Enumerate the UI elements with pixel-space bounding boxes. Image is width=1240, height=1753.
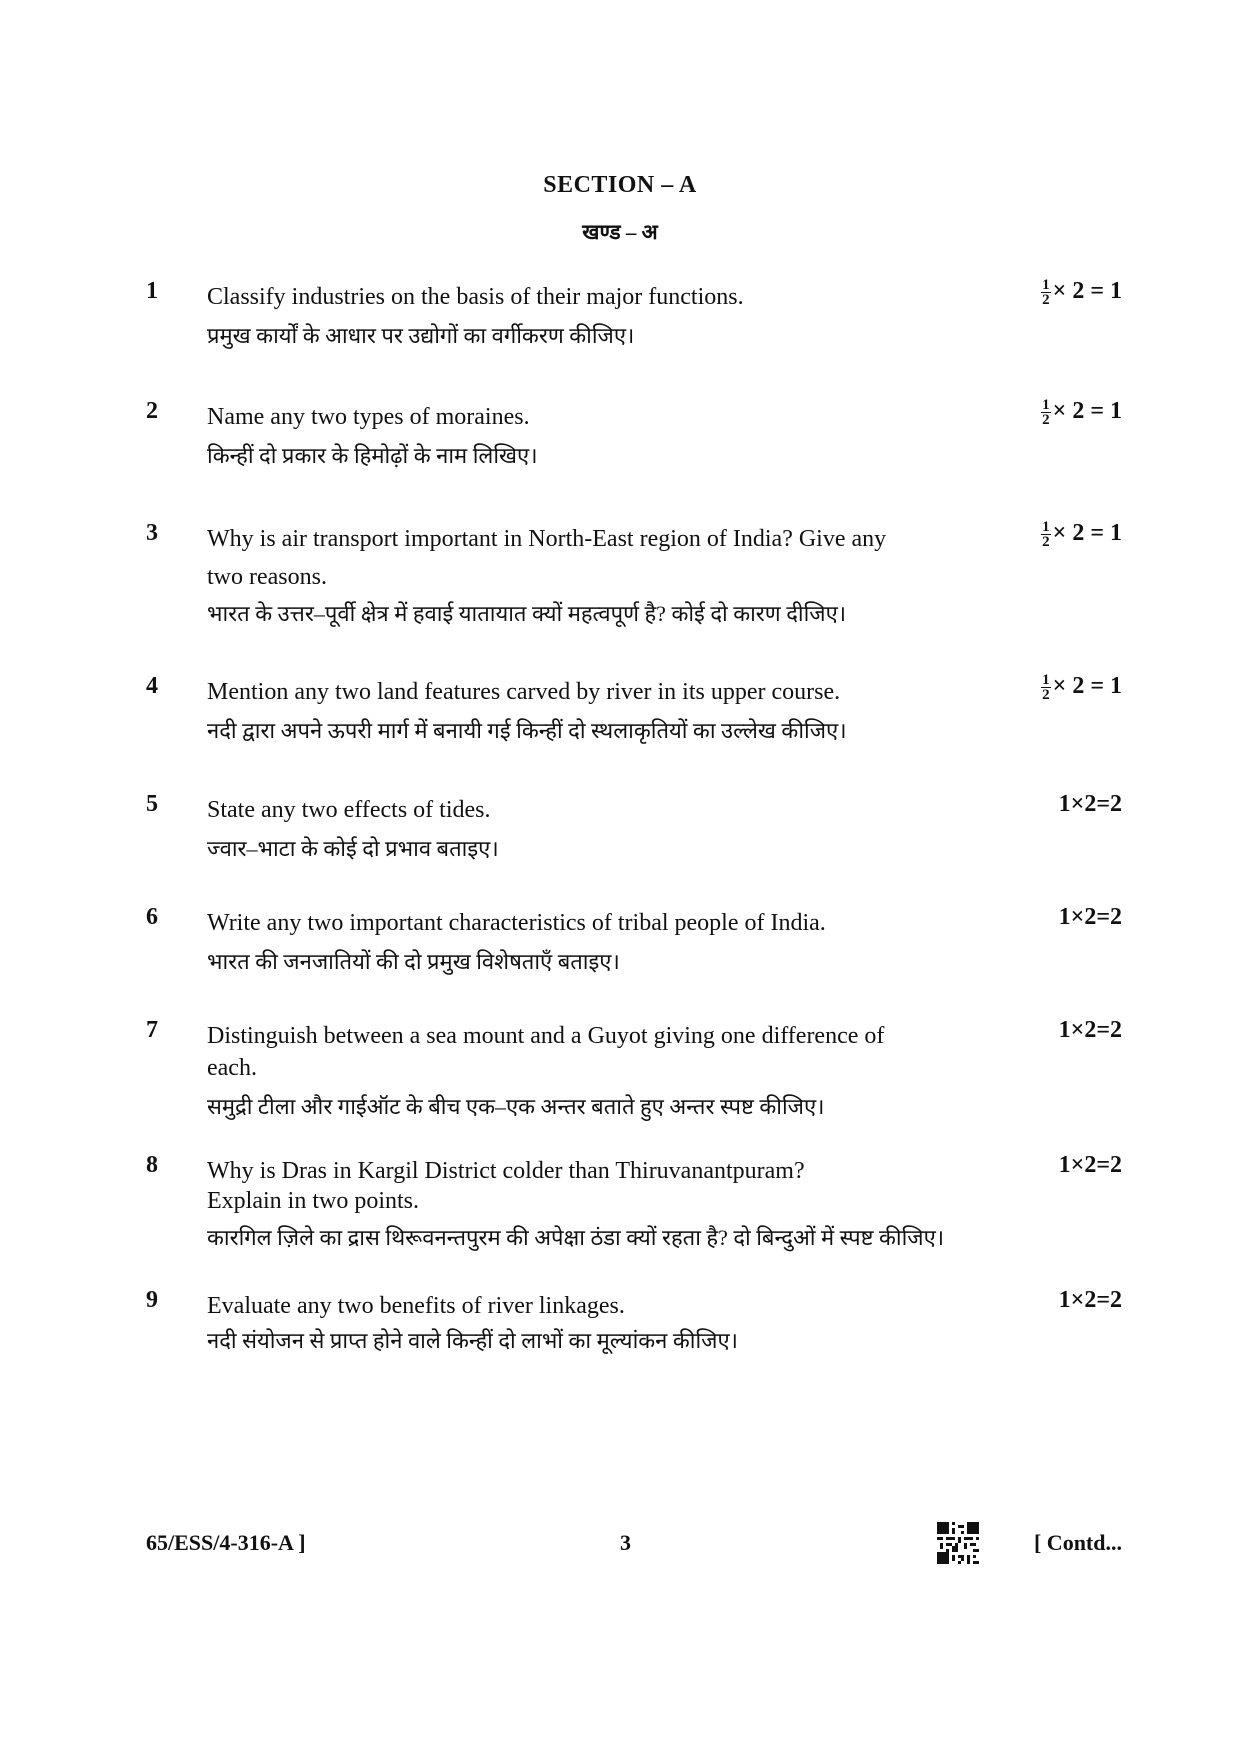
section-heading: SECTION – A <box>543 172 697 198</box>
question-marks: $\frac{1}{2}$ × 2 = 1 <box>1042 277 1122 308</box>
question-marks: $\frac{1}{2}$ × 2 = 1 <box>1042 397 1122 428</box>
question-number: 7 <box>146 1017 158 1043</box>
question-number: 1 <box>146 278 158 304</box>
page-footer <box>0 1530 1240 1570</box>
question-text-hindi: प्रमुख कार्यों के आधार पर उद्योगों का वर्गीकरण कीजिए। <box>207 323 635 348</box>
fraction-half: $\frac{1}{2}$ <box>1042 672 1050 703</box>
question-marks: $\frac{1}{2}$ × 2 = 1 <box>1042 672 1122 703</box>
question-text-hindi: भारत के उत्तर–पूर्वी क्षेत्र में हवाई यातायात क्यों महत्वपूर्ण है? कोई दो कारण दीजिए। <box>207 601 847 626</box>
question-number: 3 <box>146 520 158 546</box>
question-text-english: Classify industries on the basis of their major functions. <box>207 284 744 310</box>
question-marks: $\frac{1}{2}$ × 2 = 1 <box>1042 519 1122 550</box>
question-text-english: State any two effects of tides. <box>207 797 491 823</box>
question-text-english: Mention any two land features carved by river in its upper course. <box>207 679 841 705</box>
section-subheading: खण्ड – अ <box>582 220 658 244</box>
question-number: 9 <box>146 1287 158 1313</box>
question-text-hindi: समुद्री टीला और गाईऑट के बीच एक–एक अन्तर बताते हुए अन्तर स्पष्ट कीजिए। <box>207 1094 825 1119</box>
paper-code: 65/ESS/4-316-A ] <box>146 1530 306 1555</box>
question-text-hindi: कारगिल ज़िले का द्रास थिरूवनन्तपुरम की अपेक्षा ठंडा क्यों रहता है? दो बिन्दुओं में स्पष्ट कीजिए। <box>207 1225 945 1250</box>
question-marks: 1×2=2 <box>1058 904 1122 930</box>
question-number: 4 <box>146 673 158 699</box>
question-number: 8 <box>146 1152 158 1178</box>
question-text-hindi: किन्हीं दो प्रकार के हिमोढ़ों के नाम लिखिए। <box>207 443 538 468</box>
fraction-half: $\frac{1}{2}$ <box>1042 519 1050 550</box>
question-text-hindi: ज्वार–भाटा के कोई दो प्रभाव बताइए। <box>207 836 499 861</box>
fraction-half: $\frac{1}{2}$ <box>1042 397 1050 428</box>
qr-code-icon <box>937 1522 979 1564</box>
question-number: 2 <box>146 398 158 424</box>
fraction-half: $\frac{1}{2}$ <box>1042 277 1050 308</box>
question-marks: 1×2=2 <box>1058 1287 1122 1313</box>
question-text-english: Evaluate any two benefits of river linkages. <box>207 1293 625 1319</box>
question-text-hindi: नदी संयोजन से प्राप्त होने वाले किन्हीं दो लाभों का मूल्यांकन कीजिए। <box>207 1328 738 1353</box>
question-text-english-continued: two reasons. <box>207 564 327 590</box>
question-number: 5 <box>146 791 158 817</box>
question-text-hindi: भारत की जनजातियों की दो प्रमुख विशेषताएँ बताइए। <box>207 949 620 974</box>
question-text-english: Distinguish between a sea mount and a Guyot giving one difference of <box>207 1023 885 1049</box>
question-text-english: Write any two important characteristics of tribal people of India. <box>207 910 826 936</box>
question-marks: 1×2=2 <box>1058 1152 1122 1178</box>
question-text-hindi: नदी द्वारा अपने ऊपरी मार्ग में बनायी गई किन्हीं दो स्थलाकृतियों का उल्लेख कीजिए। <box>207 718 847 743</box>
continued-marker: [ Contd... <box>1033 1530 1122 1555</box>
question-text-english-continued: each. <box>207 1055 257 1081</box>
question-text-english: Why is air transport important in North-East region of India? Give any <box>207 526 887 552</box>
question-number: 6 <box>146 904 158 930</box>
question-text-english: Why is Dras in Kargil District colder than Thiruvanantpuram? <box>207 1158 805 1184</box>
question-marks: 1×2=2 <box>1058 1017 1122 1043</box>
page-number: 3 <box>620 1530 631 1555</box>
question-marks: 1×2=2 <box>1058 791 1122 817</box>
question-text-english: Name any two types of moraines. <box>207 404 530 430</box>
question-text-english-continued: Explain in two points. <box>207 1188 419 1214</box>
